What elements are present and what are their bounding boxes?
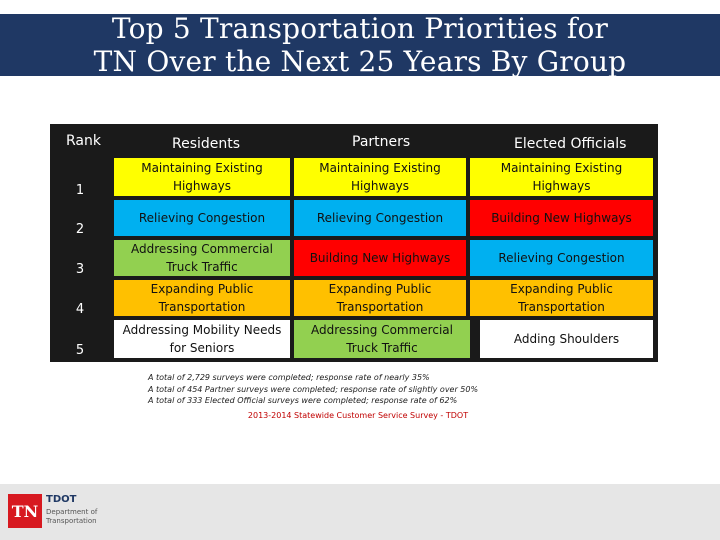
header-elected-officials: Elected Officials — [514, 136, 627, 152]
cell-elected-rank-3: Relieving Congestion — [470, 240, 653, 276]
cell-partners-rank-3: Building New Highways — [294, 240, 466, 276]
tdot-name: TDOT — [46, 494, 77, 505]
rank-1: 1 — [75, 183, 85, 198]
rank-5: 5 — [75, 343, 85, 358]
survey-notes — [148, 372, 568, 407]
rank-3: 3 — [75, 262, 85, 277]
cell-elected-rank-5: Adding Shoulders — [480, 320, 653, 358]
tdot-subtitle — [46, 508, 97, 526]
cell-residents-rank-4: Expanding Public Transportation — [114, 280, 290, 316]
cell-residents-rank-2: Relieving Congestion — [114, 200, 290, 236]
rank-2: 2 — [75, 222, 85, 237]
footer-band — [0, 484, 720, 540]
cell-elected-rank-4: Expanding Public Transportation — [470, 280, 653, 316]
note-residents: A total of 2,729 surveys were completed; response rate of nearly 35% — [148, 373, 430, 382]
cell-partners-rank-4: Expanding Public Transportation — [294, 280, 466, 316]
header-partners: Partners — [352, 134, 411, 150]
title-line-1: Top 5 Transportation Priorities for — [111, 12, 609, 45]
header-rank: Rank — [66, 133, 101, 149]
cell-elected-rank-1: Maintaining Existing Highways — [470, 158, 653, 196]
cell-elected-rank-2: Building New Highways — [470, 200, 653, 236]
rank-4: 4 — [75, 302, 85, 317]
source-citation: 2013-2014 Statewide Customer Service Survey - TDOT — [247, 411, 469, 420]
tdot-sub-line-2: Transportation — [46, 517, 97, 525]
note-elected: A total of 333 Elected Official surveys were completed; response rate of 62% — [148, 396, 458, 405]
note-partners: A total of 454 Partner surveys were completed; response rate of slightly over 50% — [148, 384, 479, 394]
tn-logo: TN — [8, 494, 42, 528]
title-line-2: TN Over the Next 25 Years By Group — [93, 45, 627, 78]
tdot-sub-line-1: Department of — [46, 508, 98, 516]
cell-partners-rank-2: Relieving Congestion — [294, 200, 466, 236]
cell-partners-rank-5: Addressing Commercial Truck Traffic — [294, 320, 470, 358]
cell-residents-rank-1: Maintaining Existing Highways — [114, 158, 290, 196]
slide-title — [40, 12, 680, 78]
cell-residents-rank-3: Addressing Commercial Truck Traffic — [114, 240, 290, 276]
header-residents: Residents — [172, 136, 241, 152]
cell-residents-rank-5: Addressing Mobility Needs for Seniors — [114, 320, 290, 358]
cell-partners-rank-1: Maintaining Existing Highways — [294, 158, 466, 196]
